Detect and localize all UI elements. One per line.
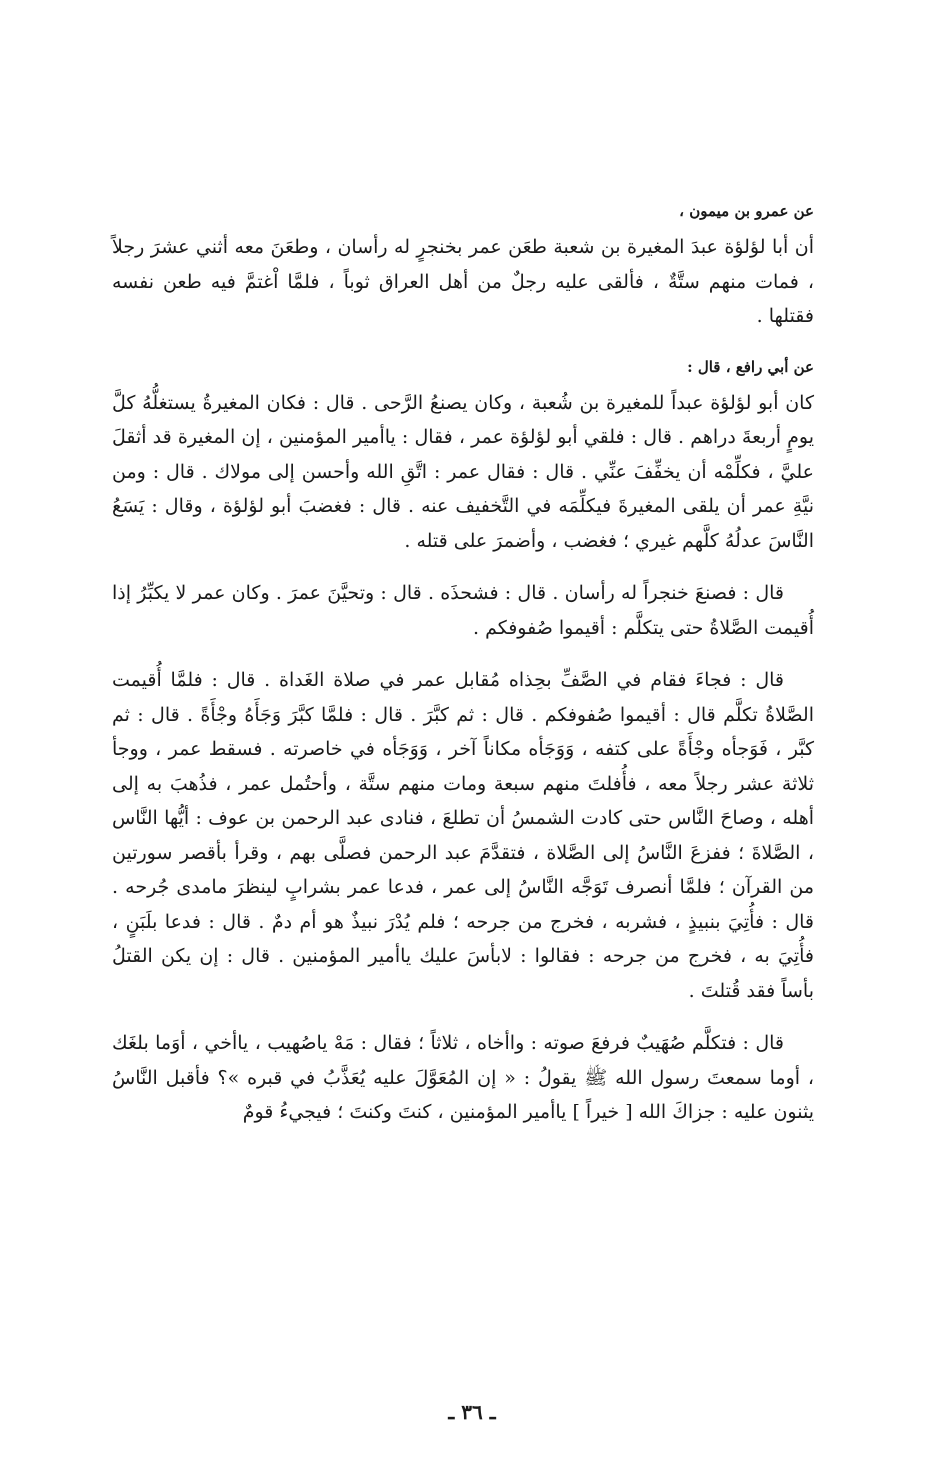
narration-section-2 [112, 356, 814, 1130]
isnad-heading: عن أبي رافع ، قال : [687, 357, 814, 376]
paragraph: كان أبو لؤلؤة عبداً للمغيرة بن شُعبة ، وكان يصنعُ الرَّحى . قال : فكان المغيرةُ يستغلُّهُ كلَّ يومٍ أربعةَ دراهم . قال : فلقي أبو لؤلؤة عمر ، فقال : ياأمير المؤمنين ، إن المغيرة قد أثقلَ عليَّ ، فكلِّمْه أن يخفِّفَ عنِّي . قال : فقال عمر : اتَّقِ الله وأحسن إلى مولاك . قال : ومن نيَّةِ عمر أن يلقى المغيرةَ فيكلِّمَه في التَّخفيف عنه . قال : فغضبَ أبو لؤلؤة ، وقال : يَسَعُ النَّاسَ عدلُهُ كلَّهم غيري ؛ فغضب ، وأضمرَ على قتله . [112, 391, 814, 552]
isnad-heading: عن عمرو بن ميمون ، [679, 202, 814, 220]
paragraph: قال : فجاءَ فقام في الصَّفِّ بحِذاه مُقابل عمر في صلاة الغَداة . قال : فلمَّا أُقيمت الصَّلاةُ تكلَّم قال : أقيموا صُفوفكم . قال : ثم كبَّرَ . قال : فلمَّا كبَّرَ وَجَأَهُ وجْأَةً . قال : ثم كبَّر ، فَوَجأه وجْأَةً على كتفه ، وَوَجَأه مكاناً آخر ، وَوَجَأه في خاصرته . فسقط عمر ، ووجأ ثلاثة عشر رجلاً معه ، فأُفلتَ منهم سبعة ومات منهم ستَّة ، وأحتُمل عمر ، فذُهبَ به إلى أهله ، وصاحَ النَّاس حتى كادت الشمسُ أن تطلعَ ، فنادى عبد الرحمن بن عوف : أيُّها النَّاس ، الصَّلاةَ ؛ ففزعَ النَّاسُ إلى الصَّلاة ، فتقدَّمَ عبد الرحمن فصلَّى بهم ، وقرأ بأقصر سورتين من القرآن ؛ فلمَّا أنصرف تَوَجَّه النَّاسُ إلى عمر ، فدعا عمر بشرابٍ لينظرَ مامدى جُرحه . قال : فأُتِيَ بنبيذٍ ، فشربه ، فخرج من جرحه ؛ فلم يُدْرَ نبيذٌ هو أم دمٌ . قال : فدعا بلَبَنٍ ، فأُتِيَ به ، فخرج من جرحه : فقالوا : لابأسَ عليك ياأمير المؤمنين . قال : إن يكن القتلُ بأساً فقد قُتلتَ . [112, 669, 814, 1002]
paragraph: أن أبا لؤلؤة عبدَ المغيرة بن شعبة طعَن عمر بخنجرٍ له رأسان ، وطعَنَ معه أثني عشرَ رجلاً ، فمات منهم ستَّةٌ ، فألقى عليه رجلٌ من أهل العراق ثوباً ، فلمَّا اْغتمَّ فيه طعن نفسه فقتلها . [112, 236, 814, 327]
paragraph: قال : فصنعَ خنجراً له رأسان . قال : فشحذَه . قال : وتحيَّنَ عمرَ . وكان عمر لا يكبِّرُ إذا أُقيمت الصَّلاةُ حتى يتكلَّم : أقيموا صُفوفكم . [112, 582, 814, 639]
page-number: ـ ٣٦ ـ [448, 1400, 496, 1424]
main-text-column [112, 200, 814, 1152]
paragraph: قال : فتكلَّم صُهَيبٌ فرفعَ صوته : واأخاه ، ثلاثاً ؛ فقال : مَهْ ياصُهيب ، ياأخي ، أوَما بلغَك ، أوما سمعتَ رسول الله ﷺ يقولُ : « إن المُعَوَّلَ عليه يُعَذَّبُ في قبره »؟ فأقبل النَّاسُ يثنون عليه : جزاكَ الله [ خيراً ] ياأمير المؤمنين ، كنتَ وكنتَ ؛ فيجيءُ قومٌ [112, 1032, 814, 1123]
narration-section-1 [112, 200, 814, 334]
